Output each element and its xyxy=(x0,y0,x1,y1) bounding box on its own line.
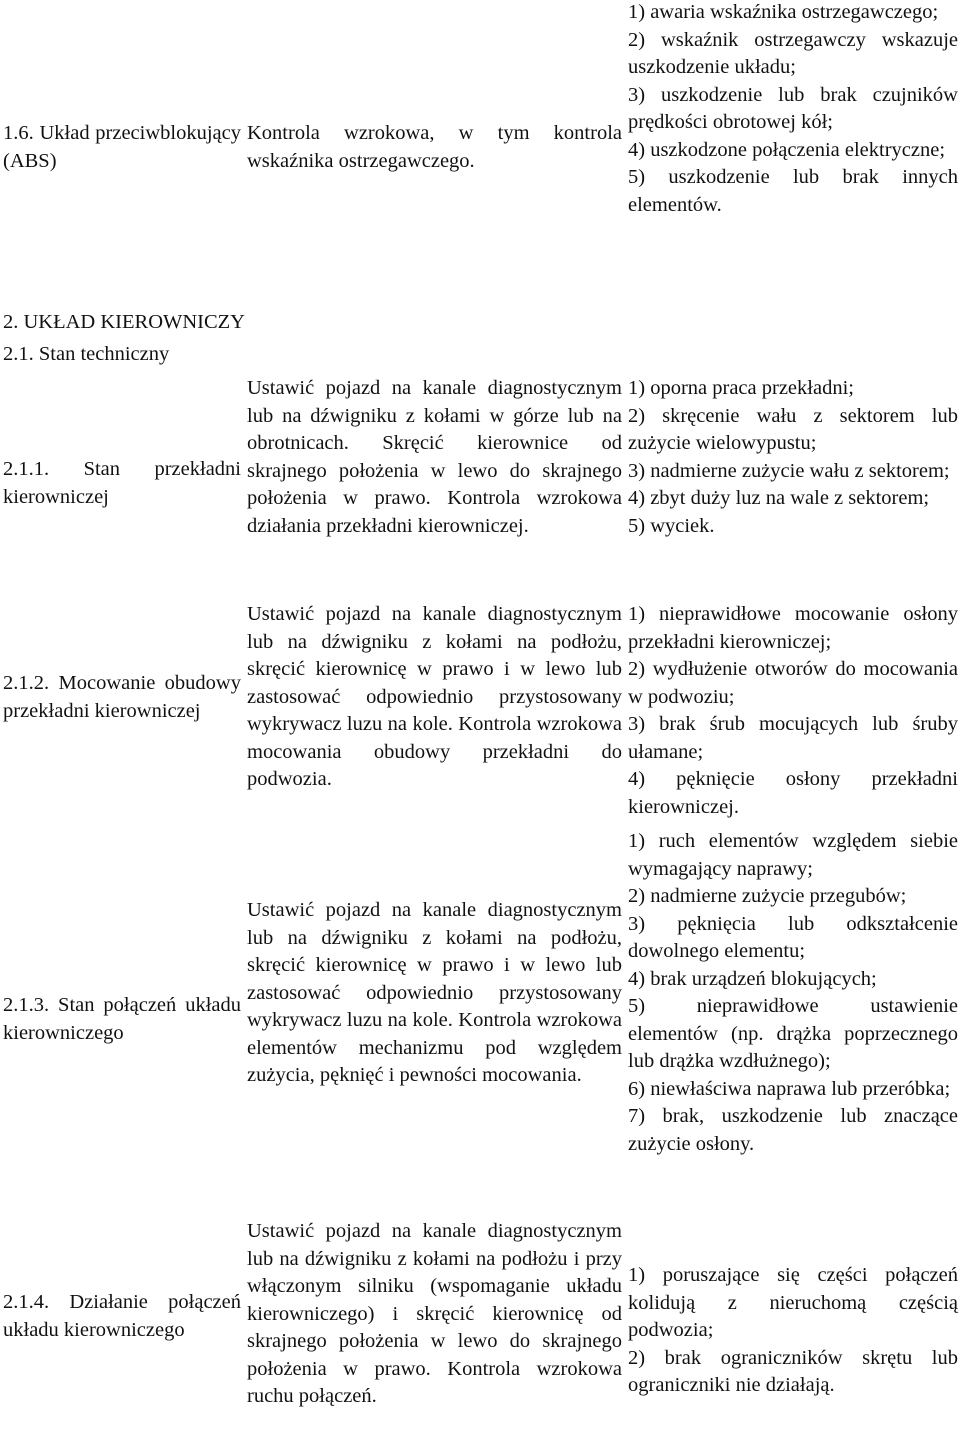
defect-item: 4) uszkodzone połączenia elektryczne; xyxy=(628,138,946,161)
item-2-1-4-defects xyxy=(628,1262,958,1400)
section-heading: 2. UKŁAD KIEROWNICZY xyxy=(3,311,245,333)
item-2-1-3-defects xyxy=(628,828,958,1158)
item-2-1-2-method: Ustawić pojazd na kanale diagnostycznym lub na dźwigniku z kołami na podłożu, skręcić kierownicę w prawo i w lewo lub zastosować odpowiednio przystosowany wykrywacz luzu na kole. Kontrola wzrokowa mocowania obudowy przekładni do podwozia. xyxy=(247,603,622,790)
defect-item: 1) ruch elementów względem siebie wymagający naprawy; xyxy=(628,830,958,880)
defect-item: 2) nadmierne zużycie przegubów; xyxy=(628,885,907,907)
item-1-6-defects xyxy=(628,0,958,219)
defect-item: 2) skręcenie wału z sektorem lub zużycie wielowypustu; xyxy=(628,404,958,454)
defect-item: 1) poruszające się części połączeń kolidują z nieruchomą częścią podwozia; xyxy=(628,1264,958,1341)
defect-item: 6) niewłaściwa naprawa lub przeróbka; xyxy=(628,1077,951,1100)
defect-item: 1) awaria wskaźnika ostrzegawczego; xyxy=(628,1,939,23)
defect-item: 2) wydłużenie otworów do mocowania w podwoziu; xyxy=(628,658,958,708)
defect-item: 1) nieprawidłowe mocowanie osłony przekładni kierowniczej; xyxy=(628,603,958,653)
defect-item: 3) pęknięcia lub odkształcenie dowolnego elementu; xyxy=(628,912,958,962)
defect-item: 1) oporna praca przekładni; xyxy=(628,377,854,399)
item-2-1-3-method: Ustawić pojazd na kanale diagnostycznym lub na dźwigniku z kołami na podłożu, skręcić kierownicę w prawo i w lewo lub zastosować odpowiednio przystosowany wykrywacz luzu na kole. Kontrola wzrokowa elementów mechanizmu pod względem zużycia, pęknięć i pewności mocowania. xyxy=(247,899,622,1086)
defect-item: 5) wyciek. xyxy=(628,514,715,537)
item-2-1-1-method: Ustawić pojazd na kanale diagnostycznym lub na dźwigniku z kołami w górze lub na obrotnicach. Skręcić kierownice od skrajnego położenia w lewo do skrajnego położenia w prawo. Kontrola wzrokowa działania przekładni kierowniczej. xyxy=(247,377,622,537)
defect-item: 4) pęknięcie osłony przekładni kierowniczej. xyxy=(628,768,958,818)
defect-item: 5) uszkodzenie lub brak innych elementów. xyxy=(628,166,958,216)
defect-item: 2) brak ograniczników skrętu lub ograniczniki nie działają. xyxy=(628,1346,958,1396)
item-2-1-2-label: 2.1.2. Mocowanie obudowy przekładni kierowniczej xyxy=(3,672,241,722)
defect-item: 7) brak, uszkodzenie lub znaczące zużycie osłony. xyxy=(628,1105,958,1155)
defect-item: 5) nieprawidłowe ustawienie elementów (np. drążka poprzecznego lub drążka wzdłużnego); xyxy=(628,995,958,1072)
item-2-1-4-label: 2.1.4. Działanie połączeń układu kierowniczego xyxy=(3,1291,241,1341)
item-1-6-label: 1.6. Układ przeciwblokujący (ABS) xyxy=(3,122,241,172)
item-1-6-method: Kontrola wzrokowa, w tym kontrola wskaźnika ostrzegawczego. xyxy=(247,122,622,172)
item-2-1-1-label: 2.1.1. Stan przekładni kierowniczej xyxy=(3,458,241,508)
defect-item: 3) uszkodzenie lub brak czujników prędkości obrotowej kół; xyxy=(628,83,958,133)
item-2-1-4-method: Ustawić pojazd na kanale diagnostycznym lub na dźwigniku z kołami na podłożu i przy włączonym silniku (wspomaganie układu kierowniczego) i skręcić kierownicę od skrajnego położenia w lewo do skrajnego położenia w prawo. Kontrola wzrokowa ruchu połączeń. xyxy=(247,1220,622,1407)
defect-item: 4) zbyt duży luz na wale z sektorem; xyxy=(628,487,930,509)
defect-item: 3) nadmierne zużycie wału z sektorem; xyxy=(628,459,950,482)
item-2-1-3-label: 2.1.3. Stan połączeń układu kierowniczego xyxy=(3,994,241,1044)
item-2-1-1-defects xyxy=(628,375,958,540)
defect-item: 4) brak urządzeń blokujących; xyxy=(628,967,877,990)
subsection-heading: 2.1. Stan techniczny xyxy=(3,343,170,365)
defect-item: 3) brak śrub mocujących lub śruby ułamane; xyxy=(628,713,958,763)
defect-item: 2) wskaźnik ostrzegawczy wskazuje uszkodzenie układu; xyxy=(628,28,958,78)
item-2-1-2-defects xyxy=(628,601,958,821)
